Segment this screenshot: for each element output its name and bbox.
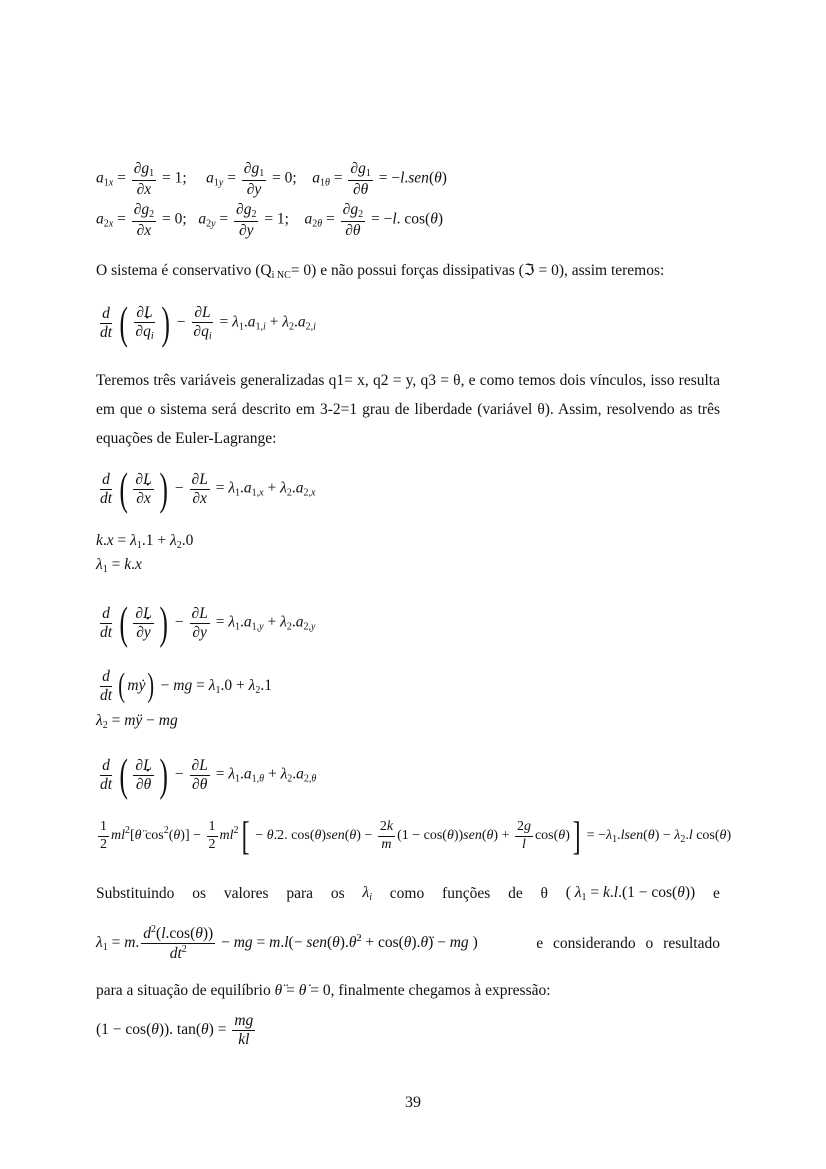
word: valores	[223, 885, 269, 902]
word: os	[330, 885, 345, 902]
word: θ	[540, 885, 548, 902]
intro-sub: i NC	[271, 270, 291, 281]
word: funções	[442, 885, 491, 902]
word: de	[508, 885, 523, 902]
equation-my: $\frac{d}{dt}$ ( mẏ) − mg = $\lambda_1.0 + \lambda_2.1$	[100, 667, 272, 705]
considering-text: e considerando o resultado	[536, 935, 720, 952]
equation-a1-coefficients: $a_{1x}$ = $\frac{\partial g_1}{\partial x}$ = 1; $a_{1y}$ = $\frac{\partial g_1}{\partial y}$ = 0; $a_{1\theta}$ = $\frac{\partial g_1}{\partial\theta}$ = −l.sen(θ)	[96, 160, 447, 198]
equation-theta-expanded: $\frac{1}{2}$ $ml^2[\thetä$ $\cos^2(\theta)$] − $\frac{1}{2}$ $ml^2$[ − θ̇.2. cos(θ)sen(θ) − $\frac{2k}{m}$ (1 − cos(θ))sen(θ) + $\frac{2g}{l}$ $\cos(\theta)] = -\lambda_1.lsen(\theta) - \lambda_2.l$ cos(θ)	[100, 813, 732, 858]
equation-kx: $k.x = \lambda_1.1 + \lambda_2.0$	[96, 532, 194, 551]
intro-sentence: O sistema é conservativo (Q	[96, 262, 272, 279]
lambda1-expression: ( $\lambda_1 = k.l.(1 - \cos(\theta))$	[565, 884, 696, 903]
word: Substituindo	[96, 885, 175, 902]
lambda-i: $\lambda_i$	[362, 884, 372, 903]
word: e	[712, 885, 720, 902]
equation-euler-lagrange-x: $\frac{d}{dt}$ ( $\frac{\partial L}{\partial• x}$ ) − $\frac{\partial L}{\partial x}$ = $\lambda_1.a_{1,x} + \lambda_2.a_{2,x}$	[96, 466, 315, 512]
equilibrium-pre: para a situação de equilíbrio	[96, 982, 271, 999]
equation-lambda-mass: $\lambda_1 = m$. $\frac{d^2(l.\cos(\theta))}{dt^2}$ − mg = m.l(− sen(θ).θ̇$^2$ + cos(θ).θ̈) − mg )	[96, 924, 478, 962]
word: como	[389, 885, 425, 902]
page-number: 39	[405, 1094, 421, 1111]
word: os	[192, 885, 206, 902]
equation-lambda2: $\lambda_2$ = mÿ − mg	[96, 712, 178, 731]
word: para	[286, 885, 314, 902]
equation-final: (1 − cos(θ)). tan(θ) = $\frac{mg}{kl}$	[96, 1012, 254, 1048]
intro-rest: = 0) e não possui forças dissipativas (ℑ = 0), assim teremos:	[290, 262, 665, 279]
substituting-line	[96, 885, 720, 903]
equilibrium-line	[96, 976, 720, 1005]
equilibrium-condition: θ̈ = θ̇ = 0	[274, 982, 331, 999]
equilibrium-post: , finalmente chegamos à expressão:	[330, 982, 551, 999]
equation-euler-lagrange-y: $\frac{d}{dt}$ ( $\frac{\partial L}{\partial• y}$ ) − $\frac{\partial L}{\partial y}$ = $\lambda_1.a_{1,y} + \lambda_2.a_{2,y}$	[96, 600, 315, 646]
equation-lambda1: $\lambda_1 = k.x$	[96, 556, 142, 575]
equation-euler-lagrange-general: $\frac{d}{dt}$ ( $\frac{\partial L}{\partial• q_i}$ ) − $\frac{\partial L}{\partial q_i}$ = $\lambda_1.a_{1,i} + \lambda_2.a_{2,i}$	[96, 300, 316, 346]
conservative-sentence	[96, 256, 720, 290]
equation-euler-lagrange-theta: $\frac{d}{dt}$ ( $\frac{\partial L}{\partial• \theta}$ ) − $\frac{\partial L}{\partial\theta}$ = $\lambda_1.a_{1,\theta} + \lambda_2.a_{2,\theta}$	[96, 752, 316, 798]
paragraph-generalized-variables: Teremos três variáveis generalizadas q1= x, q2 = y, q3 = θ, e como temos dois vínculos, isso resulta em que o sistema será descrito em 3-2=1 grau de liberdade (variável θ). Assim, resolvendo as três equações de Euler-Lagrange:	[96, 372, 720, 447]
equation-a2-coefficients: $a_{2x}$ = $\frac{\partial g_2}{\partial x}$ = 0; $a_{2y}$ = $\frac{\partial g_2}{\partial y}$ = 1; $a_{2\theta}$ = $\frac{\partial g_2}{\partial\theta}$ = −l. cos(θ)	[96, 201, 444, 239]
